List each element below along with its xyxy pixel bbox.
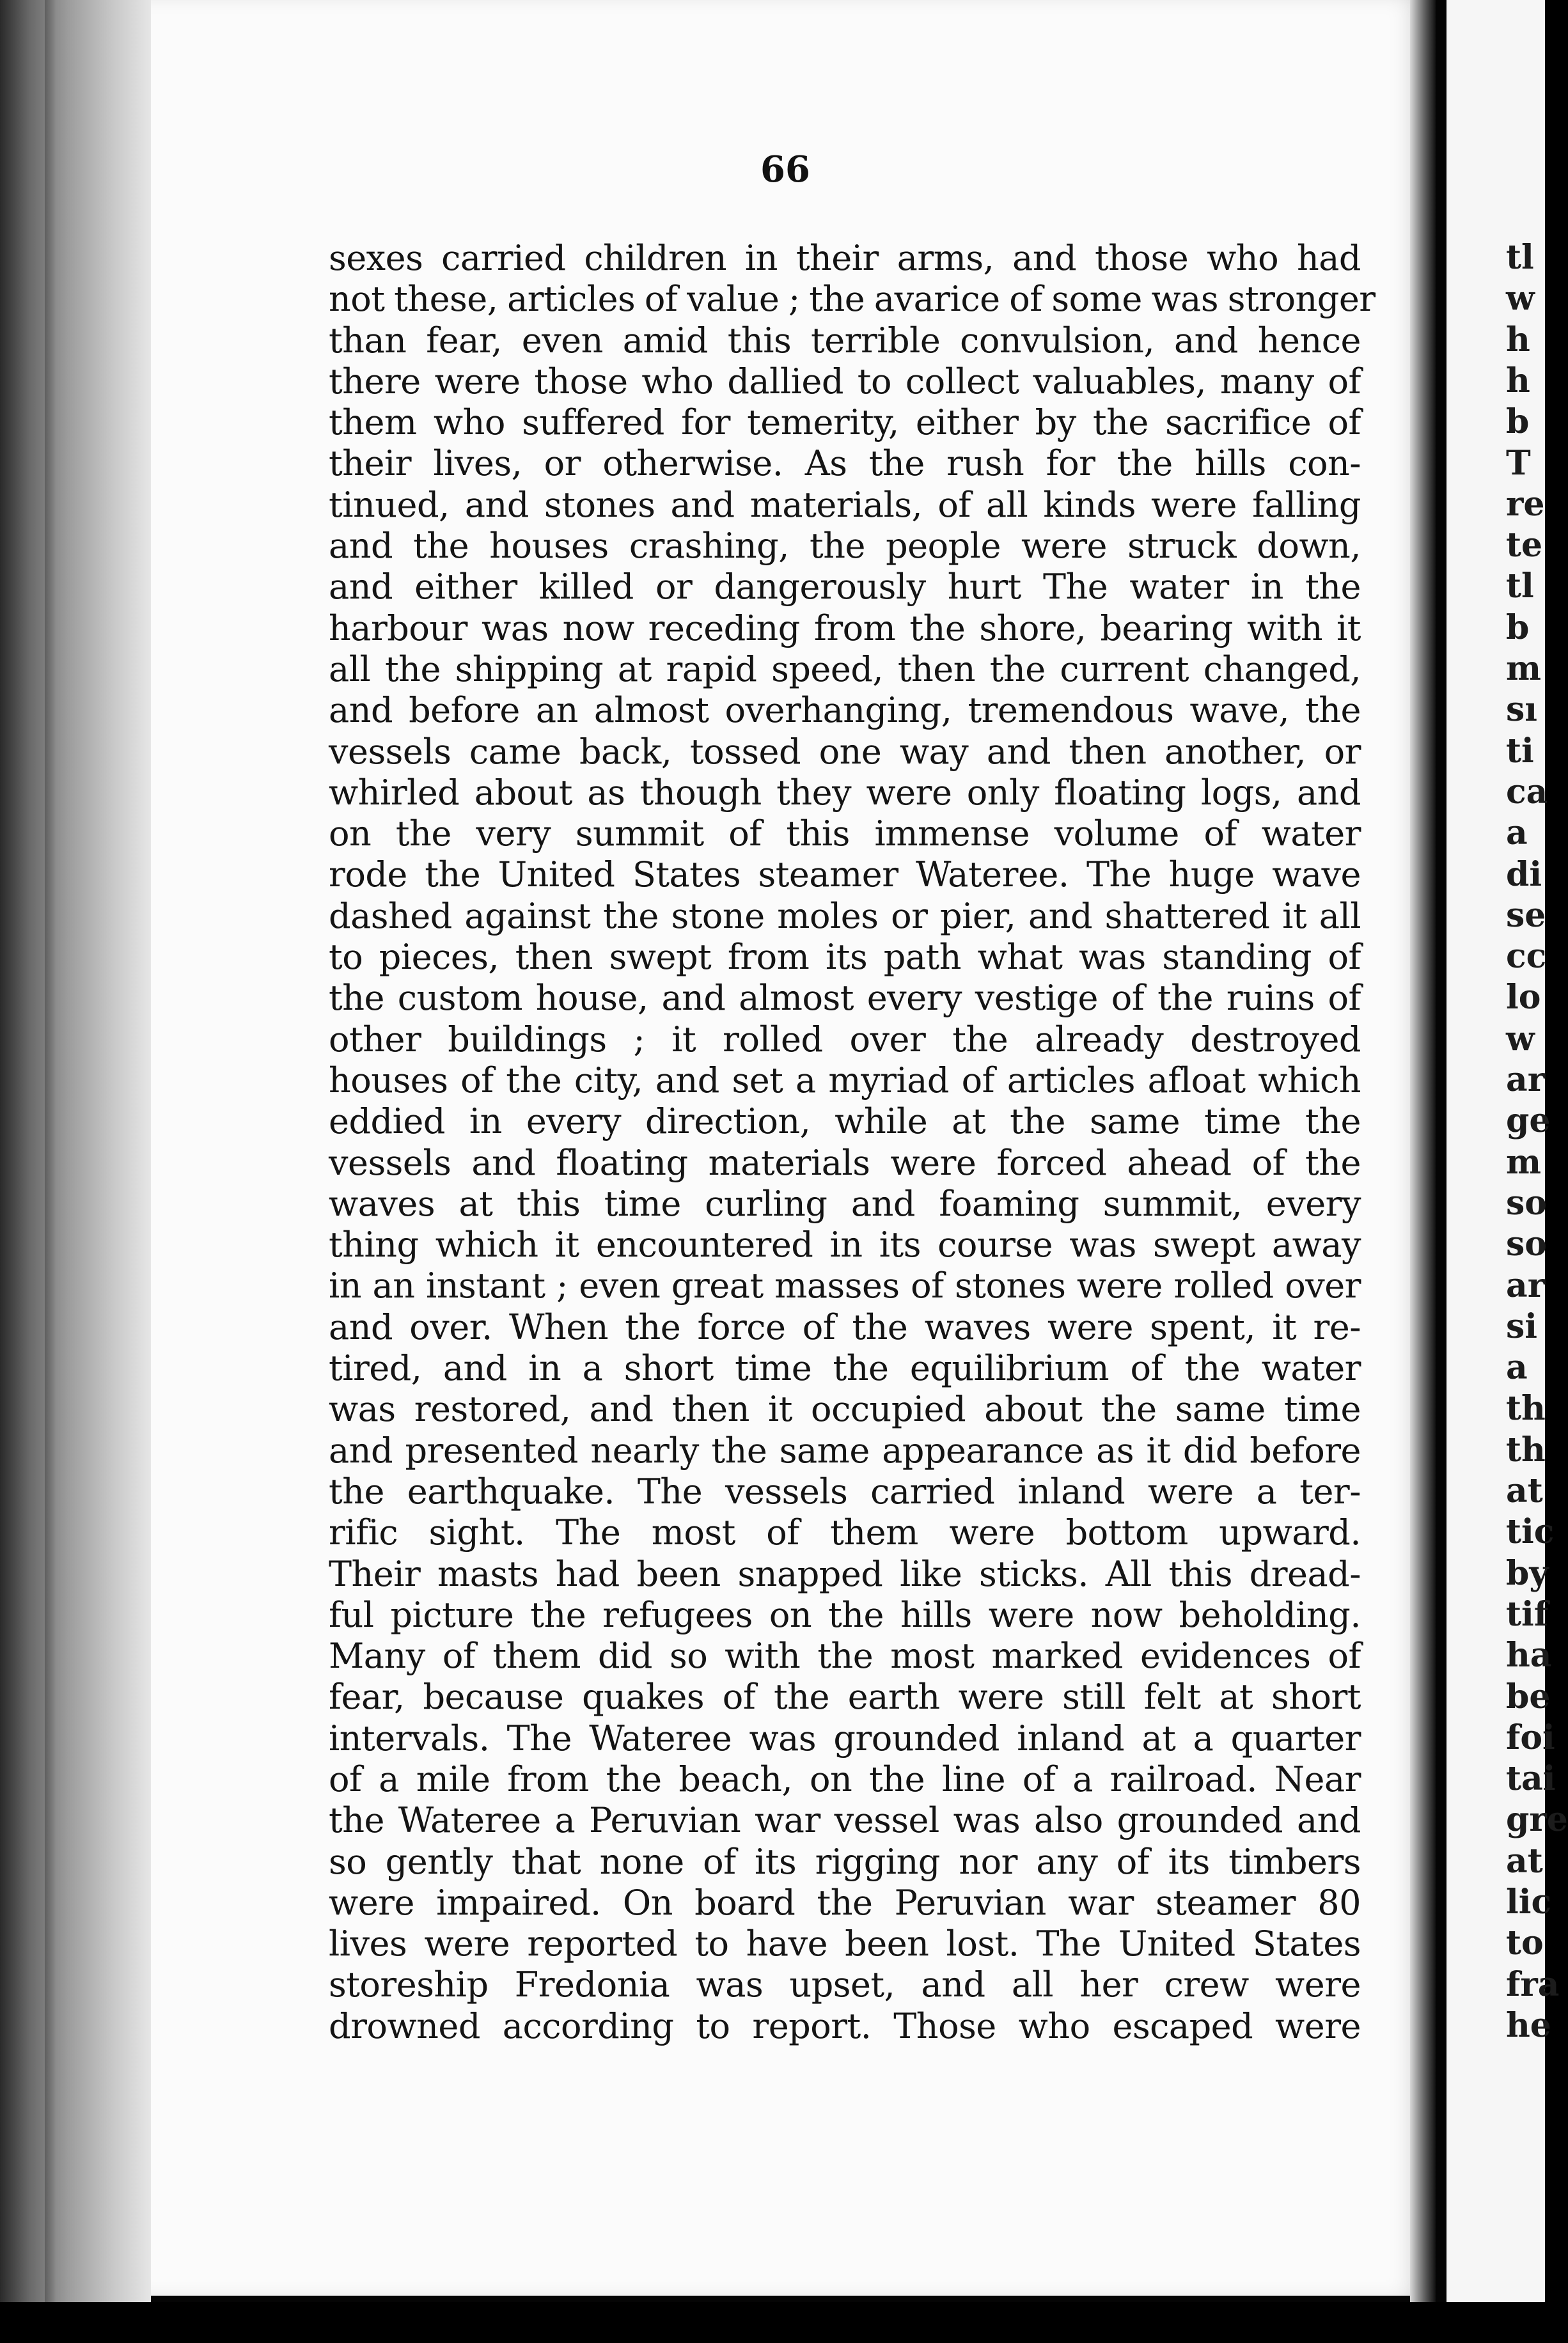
facing-text-fragment: ha bbox=[1506, 1636, 1552, 1675]
text-line: tired, and in a short time the equilibrium of the water bbox=[329, 1348, 1361, 1389]
text-line: the earthquake. The vessels carried inland were a ter- bbox=[329, 1471, 1361, 1512]
text-line: Many of them did so with the most marked evidences of bbox=[329, 1636, 1361, 1677]
scan-bottom-edge bbox=[0, 2302, 1545, 2343]
facing-text-fragment: cc bbox=[1506, 937, 1547, 976]
facing-text-fragment: he bbox=[1506, 2005, 1551, 2045]
facing-text-fragment: ca bbox=[1506, 772, 1548, 811]
facing-text-fragment: tl bbox=[1506, 567, 1534, 606]
facing-text-fragment: te bbox=[1506, 526, 1543, 565]
text-line: rific sight. The most of them were bottom upward. bbox=[329, 1512, 1361, 1553]
facing-text-fragment: so bbox=[1506, 1183, 1547, 1223]
facing-text-fragment: at bbox=[1506, 1471, 1543, 1510]
facing-text-fragment: se bbox=[1506, 895, 1546, 935]
facing-text-fragment: a bbox=[1506, 1348, 1528, 1388]
text-line: rode the United States steamer Wateree. The huge wave bbox=[329, 854, 1361, 895]
gutter-shadow bbox=[45, 0, 56, 2302]
text-line: were impaired. On board the Peruvian war steamer 80 bbox=[329, 1882, 1361, 1923]
facing-text-fragment: th bbox=[1506, 1430, 1546, 1469]
text-line: than fear, even amid this terrible convulsion, and hence bbox=[329, 320, 1361, 361]
facing-text-fragment: ar bbox=[1506, 1060, 1546, 1099]
text-line: and before an almost overhanging, tremendous wave, the bbox=[329, 690, 1361, 731]
facing-text-fragment: lo bbox=[1506, 978, 1541, 1017]
facing-text-fragment: a bbox=[1506, 813, 1528, 853]
text-line: vessels and floating materials were forced ahead of the bbox=[329, 1142, 1361, 1183]
text-line: their lives, or otherwise. As the rush for the hills con- bbox=[329, 443, 1361, 484]
text-line: houses of the city, and set a myriad of articles afloat which bbox=[329, 1060, 1361, 1101]
text-line: and over. When the force of the waves were spent, it re- bbox=[329, 1306, 1361, 1347]
body-text bbox=[329, 238, 1376, 2047]
facing-text-fragment: at bbox=[1506, 1841, 1543, 1881]
text-line: drowned according to report. Those who escaped were bbox=[329, 2005, 1361, 2046]
text-line: dashed against the stone moles or pier, and shattered it all bbox=[329, 895, 1361, 936]
text-line: eddied in every direction, while at the same time the bbox=[329, 1101, 1361, 1142]
facing-text-fragment: sı bbox=[1506, 690, 1538, 730]
facing-text-fragment: si bbox=[1506, 1306, 1538, 1346]
facing-text-fragment: b bbox=[1506, 607, 1530, 647]
text-line: waves at this time curling and foaming summit, every bbox=[329, 1183, 1361, 1224]
text-line: fear, because quakes of the earth were still felt at short bbox=[329, 1677, 1361, 1718]
text-line: there were those who dallied to collect valuables, many of bbox=[329, 361, 1361, 402]
facing-text-fragment: ge bbox=[1506, 1101, 1551, 1141]
facing-text-fragment: ar bbox=[1506, 1266, 1546, 1305]
text-line: storeship Fredonia was upset, and all her crew were bbox=[329, 1964, 1361, 2005]
facing-text-fragment: di bbox=[1506, 854, 1542, 894]
text-line: intervals. The Wateree was grounded inland at a quarter bbox=[329, 1718, 1361, 1759]
facing-text-fragment: tif bbox=[1506, 1594, 1549, 1634]
text-line: all the shipping at rapid speed, then the current changed, bbox=[329, 648, 1361, 689]
text-line: them who suffered for temerity, either by the sacrifice of bbox=[329, 402, 1361, 443]
text-line: ful picture the refugees on the hills were now beholding. bbox=[329, 1594, 1361, 1635]
facing-text-fragment: tic bbox=[1506, 1512, 1555, 1552]
text-line: vessels came back, tossed one way and then another, or bbox=[329, 731, 1361, 772]
text-line: so gently that none of its rigging nor any of its timbers bbox=[329, 1841, 1361, 1882]
facing-text-fragment: gre bbox=[1506, 1800, 1568, 1840]
page-number: 66 bbox=[760, 148, 810, 191]
page-edge-shadow bbox=[1410, 0, 1436, 2328]
facing-text-fragment: w bbox=[1506, 279, 1535, 318]
facing-text-fragment: re bbox=[1506, 484, 1545, 524]
text-line: on the very summit of this immense volume of water bbox=[329, 813, 1361, 854]
facing-text-fragment: ti bbox=[1506, 731, 1534, 771]
facing-text-fragment: th bbox=[1506, 1389, 1546, 1429]
text-line: of a mile from the beach, on the line of a railroad. Near bbox=[329, 1759, 1361, 1799]
facing-text-fragment: foi bbox=[1506, 1718, 1555, 1757]
facing-text-fragment: m bbox=[1506, 649, 1542, 688]
text-line: was restored, and then it occupied about the same time bbox=[329, 1389, 1361, 1430]
text-line: and the houses crashing, the people were struck down, bbox=[329, 526, 1361, 567]
facing-text-fragment: b bbox=[1506, 402, 1530, 442]
facing-text-fragment: tl bbox=[1506, 238, 1534, 277]
text-line: the Wateree a Peruvian war vessel was also grounded and bbox=[329, 1800, 1361, 1841]
facing-text-fragment: tai bbox=[1506, 1759, 1556, 1799]
facing-text-fragment: h bbox=[1506, 361, 1530, 400]
text-line: Their masts had been snapped like sticks. All this dread- bbox=[329, 1553, 1361, 1594]
text-line: tinued, and stones and materials, of all kinds were falling bbox=[329, 484, 1361, 525]
facing-text-fragment: m bbox=[1506, 1142, 1542, 1182]
text-line: and either killed or dangerously hurt The water in the bbox=[329, 567, 1361, 607]
facing-text-fragment: h bbox=[1506, 320, 1530, 359]
facing-text-fragment: to bbox=[1506, 1924, 1544, 1963]
text-line: whirled about as though they were only floating logs, and bbox=[329, 772, 1361, 813]
facing-text-fragment: so bbox=[1506, 1225, 1547, 1264]
text-line: thing which it encountered in its course was swept away bbox=[329, 1225, 1361, 1266]
text-line: harbour was now receding from the shore, bearing with it bbox=[329, 607, 1361, 648]
facing-text-fragment: lic bbox=[1506, 1883, 1552, 1922]
facing-text-fragment: fra bbox=[1506, 1964, 1560, 2004]
text-line: not these, articles of value ; the avarice of some was stronger bbox=[329, 279, 1376, 320]
facing-text-fragment: be bbox=[1506, 1677, 1551, 1716]
text-line: other buildings ; it rolled over the already destroyed bbox=[329, 1019, 1361, 1060]
text-line: sexes carried children in their arms, and those who had bbox=[329, 238, 1361, 278]
text-line: lives were reported to have been lost. The United States bbox=[329, 1924, 1361, 1964]
facing-text-fragment: T bbox=[1506, 443, 1531, 483]
text-line: to pieces, then swept from its path what was standing of bbox=[329, 937, 1361, 978]
text-line: in an instant ; even great masses of stones were rolled over bbox=[329, 1266, 1361, 1306]
facing-text-fragment: by bbox=[1506, 1553, 1549, 1593]
text-line: the custom house, and almost every vestige of the ruins of bbox=[329, 978, 1361, 1019]
text-line: and presented nearly the same appearance as it did before bbox=[329, 1430, 1361, 1471]
facing-text-fragment: w bbox=[1506, 1019, 1535, 1058]
book-gutter bbox=[0, 0, 151, 2302]
